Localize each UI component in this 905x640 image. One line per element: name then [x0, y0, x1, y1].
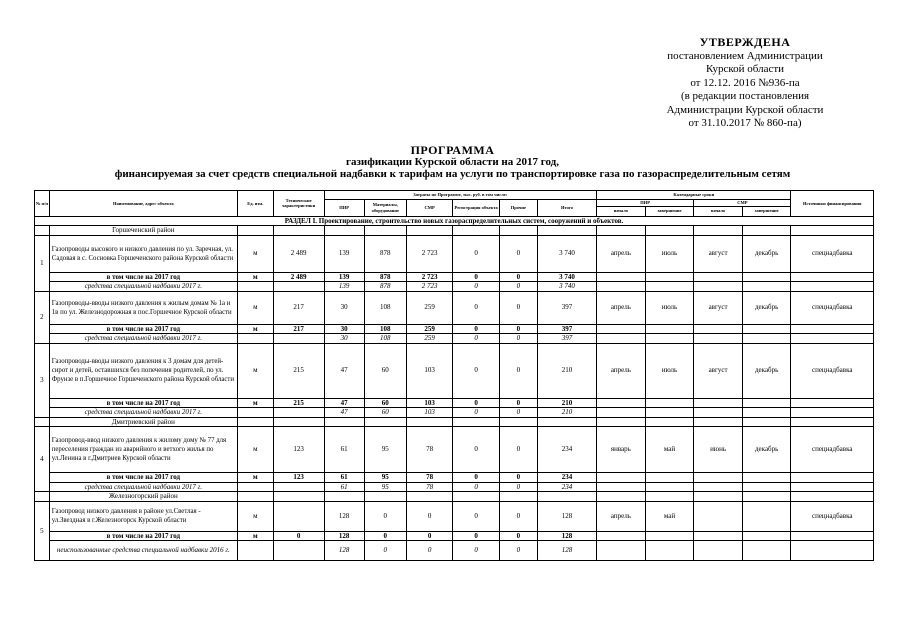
- total-cell: 3 740: [537, 235, 596, 272]
- tech-cell: [273, 501, 324, 531]
- title-line-2: газификации Курской области на 2017 год,: [346, 156, 559, 168]
- smr-cell: 2 723: [406, 235, 452, 272]
- subtotal-cell: 128: [537, 531, 596, 541]
- source-cell: спецнадбавка: [791, 427, 874, 473]
- other-cell: 0: [499, 235, 537, 272]
- special-cell: 397: [537, 334, 596, 344]
- approval-line: Администрации Курской области: [666, 103, 824, 116]
- smr-start-cell: [694, 501, 743, 531]
- approval-line: от 31.10.2017 № 860-па): [688, 117, 802, 129]
- subtotal-cell: 0: [453, 272, 499, 282]
- special-funds-row: [35, 541, 874, 561]
- special-cell: 0: [453, 282, 499, 292]
- special-cell: 878: [364, 282, 406, 292]
- pir-start-cell: апрель: [597, 501, 646, 531]
- special-funds-label: средства специальной надбавки 2017 г.: [49, 408, 237, 418]
- header-start: начало: [597, 206, 646, 216]
- special-cell: 47: [324, 408, 364, 418]
- unit-cell: м: [237, 291, 273, 324]
- reg-cell: 0: [453, 343, 499, 398]
- special-cell: 210: [537, 408, 596, 418]
- special-cell: 128: [537, 541, 596, 561]
- special-funds-label: средства специальной надбавки 2017 г.: [49, 482, 237, 492]
- header-end2: завершение: [742, 206, 791, 216]
- reg-cell: 0: [453, 427, 499, 473]
- subtotal-cell: 259: [406, 324, 452, 334]
- subtotal-cell: 139: [324, 272, 364, 282]
- subtotal-cell: 234: [537, 473, 596, 483]
- header-pir: ПИР: [324, 200, 364, 217]
- reg-cell: 0: [453, 501, 499, 531]
- pir-end-cell: июль: [645, 235, 694, 272]
- special-cell: 30: [324, 334, 364, 344]
- subtotal-cell: 0: [406, 531, 452, 541]
- pir-cell: 61: [324, 427, 364, 473]
- subtotal-cell: 61: [324, 473, 364, 483]
- subtotal-row: [35, 398, 874, 408]
- approval-line: постановлением Администрации: [667, 49, 823, 62]
- pir-end-cell: июль: [645, 291, 694, 324]
- row-num: 4: [35, 427, 50, 492]
- smr-start-cell: август: [694, 291, 743, 324]
- title-line-3: финансируемая за счет средств специальной надбавки к тарифам на услуги по транспортировке газа по газораспределительным сетям: [114, 168, 791, 180]
- subtotal-cell: 108: [364, 324, 406, 334]
- table-row: [35, 343, 874, 398]
- subtotal-cell: 215: [273, 398, 324, 408]
- subtotal-row: [35, 272, 874, 282]
- subtotal-cell: 217: [273, 324, 324, 334]
- special-cell: 0: [364, 541, 406, 561]
- header-pir2: ПИР: [597, 200, 694, 207]
- header-unit: Ед. изм.: [237, 191, 273, 217]
- pir-cell: 139: [324, 235, 364, 272]
- header-reg: Регистрация объекта: [453, 200, 499, 217]
- pir-cell: 30: [324, 291, 364, 324]
- other-cell: 0: [499, 343, 537, 398]
- materials-cell: 108: [364, 291, 406, 324]
- subtotal-cell: м: [237, 398, 273, 408]
- pir-end-cell: май: [645, 501, 694, 531]
- subtotal-cell: 0: [453, 473, 499, 483]
- subtotal-cell: 78: [406, 473, 452, 483]
- header-tech: Технические характеристики: [273, 191, 324, 217]
- smr-end-cell: [742, 501, 791, 531]
- object-name: Газопровод-ввод низкого давления к жилому дому № 77 для переселения граждан из аварийного и ветхого жилья по ул.Ленина в г.Дмитриев Курской области: [49, 427, 237, 473]
- header-num: № п/п: [35, 191, 50, 217]
- subtotal-cell: 128: [324, 531, 364, 541]
- pir-cell: 128: [324, 501, 364, 531]
- subtotal-label: в том числе на 2017 год: [49, 324, 237, 334]
- special-funds-row: [35, 482, 874, 492]
- header-source: Источники финансирования: [791, 191, 874, 217]
- smr-end-cell: декабрь: [742, 291, 791, 324]
- subtotal-cell: 0: [499, 324, 537, 334]
- section-title: РАЗДЕЛ I. Проектирование, строительство новых газораспределительных систем, сооружений и объектов.: [35, 216, 874, 226]
- special-funds-row: [35, 334, 874, 344]
- subtotal-label: в том числе на 2017 год: [49, 473, 237, 483]
- header-smr: СМР: [406, 200, 452, 217]
- tech-cell: 217: [273, 291, 324, 324]
- special-cell: 0: [453, 541, 499, 561]
- pir-start-cell: январь: [597, 427, 646, 473]
- row-num: 5: [35, 501, 50, 561]
- tech-cell: 2 489: [273, 235, 324, 272]
- subtotal-cell: м: [237, 531, 273, 541]
- subtotal-cell: 210: [537, 398, 596, 408]
- header-funding: Затраты по Программе, тыс. руб. в том числе:: [324, 191, 597, 200]
- district-label: Дмитриевский район: [49, 417, 237, 427]
- total-cell: 210: [537, 343, 596, 398]
- other-cell: 0: [499, 291, 537, 324]
- approval-line: от 12.12. 2016 №936-па: [690, 76, 800, 89]
- subtotal-cell: м: [237, 473, 273, 483]
- special-cell: 60: [364, 408, 406, 418]
- subtotal-cell: 397: [537, 324, 596, 334]
- subtotal-cell: 0: [499, 398, 537, 408]
- smr-end-cell: декабрь: [742, 343, 791, 398]
- header-end: завершение: [645, 206, 694, 216]
- reg-cell: 0: [453, 291, 499, 324]
- special-cell: 0: [406, 541, 452, 561]
- pir-end-cell: июль: [645, 343, 694, 398]
- special-cell: 128: [324, 541, 364, 561]
- subtotal-cell: 878: [364, 272, 406, 282]
- special-cell: 0: [499, 482, 537, 492]
- title-line-1: ПРОГРАММА: [410, 143, 495, 157]
- approval-title: УТВЕРЖДЕНА: [699, 35, 791, 49]
- subtotal-row: [35, 473, 874, 483]
- subtotal-cell: 0: [453, 531, 499, 541]
- subtotal-cell: 30: [324, 324, 364, 334]
- special-cell: 0: [499, 334, 537, 344]
- special-cell: 95: [364, 482, 406, 492]
- materials-cell: 0: [364, 501, 406, 531]
- source-cell: спецнадбавка: [791, 235, 874, 272]
- smr-start-cell: август: [694, 235, 743, 272]
- subtotal-cell: 0: [273, 531, 324, 541]
- total-cell: 128: [537, 501, 596, 531]
- row-num: 3: [35, 343, 50, 417]
- subtotal-cell: 0: [453, 398, 499, 408]
- special-cell: 0: [453, 482, 499, 492]
- subtotal-cell: 0: [499, 473, 537, 483]
- subtotal-cell: 60: [364, 398, 406, 408]
- source-cell: спецнадбавка: [791, 343, 874, 398]
- subtotal-cell: 123: [273, 473, 324, 483]
- pir-cell: 47: [324, 343, 364, 398]
- special-funds-label: средства специальной надбавки 2017 г.: [49, 282, 237, 292]
- approval-line: Курской области: [705, 63, 785, 75]
- tech-cell: 123: [273, 427, 324, 473]
- reg-cell: 0: [453, 235, 499, 272]
- special-funds-row: [35, 408, 874, 418]
- special-cell: 139: [324, 282, 364, 292]
- table-row: [35, 291, 874, 324]
- special-cell: 0: [453, 334, 499, 344]
- header-calendar: Календарные сроки: [597, 191, 791, 200]
- special-cell: 3 740: [537, 282, 596, 292]
- header-name: Наименование, адрес объекта: [49, 191, 237, 217]
- total-cell: 234: [537, 427, 596, 473]
- subtotal-row: [35, 531, 874, 541]
- subtotal-cell: 0: [499, 272, 537, 282]
- tech-cell: 215: [273, 343, 324, 398]
- special-cell: 103: [406, 408, 452, 418]
- unit-cell: м: [237, 343, 273, 398]
- special-cell: 78: [406, 482, 452, 492]
- table-row: [35, 501, 874, 531]
- subtotal-cell: м: [237, 272, 273, 282]
- unit-cell: м: [237, 235, 273, 272]
- special-funds-label: неиспользованные средства специальной надбавки 2016 г.: [49, 541, 237, 561]
- subtotal-label: в том числе на 2017 год: [49, 531, 237, 541]
- subtotal-label: в том числе на 2017 год: [49, 272, 237, 282]
- materials-cell: 60: [364, 343, 406, 398]
- pir-end-cell: май: [645, 427, 694, 473]
- district-label: Железногорский район: [49, 492, 237, 502]
- subtotal-cell: 2 489: [273, 272, 324, 282]
- source-cell: спецнадбавка: [791, 291, 874, 324]
- subtotal-cell: 0: [499, 531, 537, 541]
- other-cell: 0: [499, 501, 537, 531]
- smr-end-cell: декабрь: [742, 235, 791, 272]
- special-funds-label: средства специальной надбавки 2017 г.: [49, 334, 237, 344]
- special-cell: 2 723: [406, 282, 452, 292]
- subtotal-cell: 95: [364, 473, 406, 483]
- other-cell: 0: [499, 427, 537, 473]
- object-name: Газопровод низкого давления в районе ул.Светлая - ул.Звездная в г.Железногорск Курской области: [49, 501, 237, 531]
- row-num: 2: [35, 291, 50, 343]
- table-row: [35, 235, 874, 272]
- source-cell: спецнадбавка: [791, 501, 874, 531]
- district-label: Горшеченский район: [49, 226, 237, 236]
- subtotal-cell: 0: [453, 324, 499, 334]
- object-name: Газопроводы высокого и низкого давления по ул. Заречная, ул. Садовая в с. Сосновка Горшеченского района Курской области: [49, 235, 237, 272]
- object-name: Газопроводы-вводы низкого давления к 3 домам для детей-сирот и детей, оставшихся без попечения родителей, по ул. Фрунзе в п.Горшечное Горшеченского района Курской области: [49, 343, 237, 398]
- table-row: [35, 427, 874, 473]
- smr-start-cell: август: [694, 343, 743, 398]
- special-cell: 61: [324, 482, 364, 492]
- subtotal-cell: 0: [364, 531, 406, 541]
- pir-start-cell: апрель: [597, 291, 646, 324]
- header-smr2: СМР: [694, 200, 791, 207]
- special-cell: 0: [499, 282, 537, 292]
- row-num: 1: [35, 235, 50, 291]
- subtotal-label: в том числе на 2017 год: [49, 398, 237, 408]
- pir-start-cell: апрель: [597, 235, 646, 272]
- materials-cell: 95: [364, 427, 406, 473]
- smr-end-cell: декабрь: [742, 427, 791, 473]
- smr-cell: 78: [406, 427, 452, 473]
- object-name: Газопроводы-вводы низкого давления к жилым домам № 1а и 1в по ул. Железнодорожная в пос.Горшечное Курской области: [49, 291, 237, 324]
- document-title: [0, 144, 905, 180]
- unit-cell: м: [237, 501, 273, 531]
- approval-line: (в редакции постановления: [680, 90, 810, 102]
- subtotal-cell: 103: [406, 398, 452, 408]
- subtotal-cell: 47: [324, 398, 364, 408]
- special-cell: 0: [499, 541, 537, 561]
- program-table: [34, 190, 874, 561]
- special-cell: 0: [499, 408, 537, 418]
- smr-cell: 103: [406, 343, 452, 398]
- subtotal-cell: 3 740: [537, 272, 596, 282]
- subtotal-row: [35, 324, 874, 334]
- unit-cell: м: [237, 427, 273, 473]
- subtotal-cell: 2 723: [406, 272, 452, 282]
- total-cell: 397: [537, 291, 596, 324]
- smr-start-cell: июнь: [694, 427, 743, 473]
- special-cell: 108: [364, 334, 406, 344]
- special-cell: 0: [453, 408, 499, 418]
- smr-cell: 0: [406, 501, 452, 531]
- special-cell: 259: [406, 334, 452, 344]
- special-cell: 234: [537, 482, 596, 492]
- smr-cell: 259: [406, 291, 452, 324]
- header-other: Прочие: [499, 200, 537, 217]
- subtotal-cell: м: [237, 324, 273, 334]
- header-materials: Материалы, оборудование: [364, 200, 406, 217]
- materials-cell: 878: [364, 235, 406, 272]
- pir-start-cell: апрель: [597, 343, 646, 398]
- special-funds-row: [35, 282, 874, 292]
- header-total: Итого: [537, 200, 596, 217]
- header-start2: начало: [694, 206, 743, 216]
- approval-stamp: [640, 36, 850, 131]
